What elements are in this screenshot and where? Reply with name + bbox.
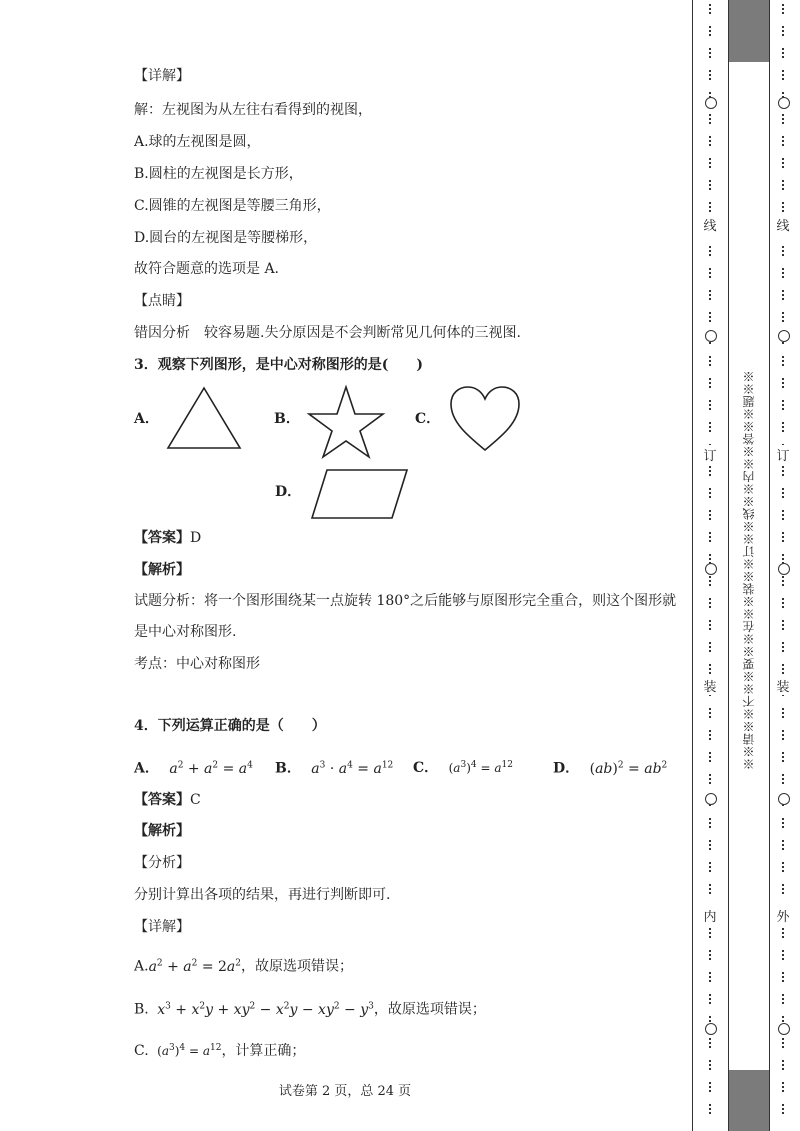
binding-label-wai: 外 [775, 906, 791, 925]
binding-circle [778, 97, 790, 109]
dot-mark [709, 730, 713, 740]
solution-line: 解：左视图为从左往右看得到的视图， [134, 102, 372, 118]
triangle-shape [165, 385, 243, 451]
dot-mark [782, 862, 786, 872]
binding-label-xian: 线 [702, 215, 718, 234]
dot-mark [709, 664, 713, 674]
solution-line: B.圆柱的左视图是长方形， [134, 166, 303, 182]
formula-c: $(a^3)^4 = a^{12}$ [448, 760, 513, 775]
dot-mark [709, 246, 713, 256]
dot-mark [782, 620, 786, 630]
q4-option-a [134, 755, 253, 779]
dot-mark [709, 642, 713, 652]
formula-a: $a^2 + a^2 = a^4$ [169, 760, 253, 777]
dot-mark [782, 290, 786, 300]
dot-mark [782, 928, 786, 938]
page-footer: 试卷第 2 页，总 24 页 [278, 1084, 412, 1099]
binding-circle [705, 1023, 717, 1035]
detail-b-text: ，故原选项错误； [373, 1001, 486, 1018]
dot-mark [782, 664, 786, 674]
grey-block-bottom [729, 1070, 769, 1131]
analysis-text: 是中心对称图形. [134, 624, 237, 640]
dot-mark [709, 466, 713, 476]
analysis-heading: 【解析】 [134, 823, 190, 839]
dot-mark [709, 510, 713, 520]
question-3-text: 3．观察下列图形，是中心对称图形的是( ) [134, 357, 423, 373]
dot-mark [782, 752, 786, 762]
dot-mark [782, 422, 786, 432]
dot-mark [709, 840, 713, 850]
star-shape [306, 384, 386, 460]
comment-heading: 【点睛】 [134, 293, 190, 309]
option-c-label: C． [413, 760, 439, 776]
detail-c-text: ，计算正确； [221, 1043, 306, 1059]
answer-heading: 【答案】 [134, 530, 190, 546]
dot-mark [709, 774, 713, 784]
detail-a-formula: $a^2 + a^2 = 2a^2$ [148, 958, 242, 975]
dot-mark [709, 378, 713, 388]
dot-mark [782, 1104, 786, 1114]
fenxi-heading: 【分析】 [134, 855, 190, 871]
dot-mark [709, 532, 713, 542]
detail-line-c [134, 1038, 305, 1061]
dot-mark [709, 48, 713, 58]
dot-mark [709, 708, 713, 718]
dot-mark [709, 972, 713, 982]
dot-mark [709, 576, 713, 586]
binding-label-nei: 内 [702, 906, 718, 925]
dot-mark [782, 642, 786, 652]
detail-heading: 【详解】 [134, 919, 190, 935]
binding-label-xian-outer: 线 [775, 215, 791, 234]
dot-mark [709, 994, 713, 1004]
detail-a-text: ，故原选项错误； [241, 958, 354, 975]
dot-mark [782, 1060, 786, 1070]
binding-label-ding: 订 [702, 445, 718, 464]
dot-mark [782, 488, 786, 498]
grey-block-top [729, 0, 769, 62]
option-b-label: B． [275, 760, 301, 777]
answer-line [134, 528, 201, 548]
dot-mark [782, 576, 786, 586]
detail-b-label: B. [134, 1001, 149, 1018]
dot-mark [709, 752, 713, 762]
dot-mark [782, 730, 786, 740]
inner-border-line [728, 0, 729, 1131]
option-a-label: A． [134, 760, 159, 777]
dot-mark [709, 158, 713, 168]
dot-mark [782, 1038, 786, 1048]
answer-value: D [190, 530, 202, 546]
detail-c-formula: $(a^3)^4 = a^{12}$ [157, 1043, 222, 1058]
dot-mark [782, 972, 786, 982]
q4-option-d [553, 755, 667, 779]
dot-mark [709, 400, 713, 410]
dot-mark [709, 114, 713, 124]
dot-mark [782, 114, 786, 124]
dot-mark [782, 840, 786, 850]
analysis-text: 试题分析：将一个图形围绕某一点旋转 180°之后能够与原图形完全重合，则这个图形就 [134, 593, 677, 609]
dot-mark [782, 136, 786, 146]
dot-mark [709, 1104, 713, 1114]
formula-d: $(ab)^2 = ab^2$ [589, 760, 668, 777]
answer-line [134, 790, 201, 810]
margin-border-line [692, 0, 693, 1131]
dot-mark [782, 246, 786, 256]
dot-mark [782, 48, 786, 58]
detail-heading: 【详解】 [134, 68, 190, 84]
detail-line-a [134, 953, 353, 977]
dot-mark [709, 70, 713, 80]
binding-warning [733, 335, 763, 805]
dot-mark [782, 378, 786, 388]
dot-mark [782, 180, 786, 190]
binding-circle [705, 793, 717, 805]
dot-mark [709, 422, 713, 432]
heart-shape [448, 384, 522, 454]
dot-mark [709, 290, 713, 300]
dot-mark [782, 202, 786, 212]
answer-heading: 【答案】 [134, 792, 190, 808]
detail-c-label: C. [134, 1043, 149, 1059]
binding-circle [778, 1023, 790, 1035]
dot-mark [709, 180, 713, 190]
dot-mark [709, 26, 713, 36]
dot-mark [782, 950, 786, 960]
dot-mark [709, 620, 713, 630]
outer-border-line [769, 0, 770, 1131]
q4-option-b [275, 755, 393, 779]
detail-line-b [134, 996, 486, 1020]
solution-line: A.球的左视图是圆， [134, 134, 261, 150]
dot-mark [709, 1038, 713, 1048]
detail-b-formula: $x^3 + x^2y + xy^2 - x^2y - xy^2 - y^3$ [157, 1001, 374, 1018]
parallelogram-shape [310, 467, 410, 521]
binding-circle [705, 97, 717, 109]
option-b-label: B． [274, 411, 300, 427]
dot-mark [782, 4, 786, 14]
dot-mark [782, 1082, 786, 1092]
dot-mark [709, 202, 713, 212]
fenxi-text: 分别计算出各项的结果，再进行判断即可. [134, 887, 391, 903]
dot-mark [709, 356, 713, 366]
solution-line: 故符合题意的选项是 A. [134, 261, 280, 277]
dot-mark [709, 488, 713, 498]
question-4-text: 4．下列运算正确的是（ ） [134, 718, 326, 734]
binding-label-ding-outer: 订 [775, 445, 791, 464]
dot-mark [709, 950, 713, 960]
binding-circle [778, 793, 790, 805]
option-a-label: A． [134, 411, 159, 427]
formula-b: $a^3 \cdot a^4 = a^{12}$ [311, 760, 394, 777]
dot-mark [709, 928, 713, 938]
binding-label-zhuang: 装 [702, 676, 718, 695]
detail-a-label: A. [134, 958, 149, 975]
dot-mark [709, 312, 713, 322]
answer-value: C [190, 792, 201, 808]
dot-mark [782, 818, 786, 828]
dot-mark [782, 532, 786, 542]
dot-mark [782, 510, 786, 520]
binding-warning-text: ※※请※※不※※要※※在※※装※※订※※线※※内※※答※※题※※ [741, 370, 756, 770]
dot-mark [709, 136, 713, 146]
dot-mark [782, 400, 786, 410]
option-d-label: D． [553, 760, 580, 777]
comment-text: 错因分析 较容易题.失分原因是不会判断常见几何体的三视图. [134, 325, 521, 341]
binding-circle [778, 563, 790, 575]
dot-mark [782, 708, 786, 718]
dot-mark [782, 70, 786, 80]
dot-mark [709, 598, 713, 608]
dot-mark [709, 818, 713, 828]
dot-mark [782, 884, 786, 894]
option-c-label: C． [415, 411, 441, 427]
dot-mark [709, 4, 713, 14]
analysis-heading: 【解析】 [134, 562, 190, 578]
binding-label-zhuang-outer: 装 [775, 676, 791, 695]
dot-mark [782, 994, 786, 1004]
binding-circle [705, 563, 717, 575]
dot-mark [782, 466, 786, 476]
dot-mark [709, 1082, 713, 1092]
option-d-label: D． [275, 484, 302, 500]
solution-line: C.圆锥的左视图是等腰三角形， [134, 198, 331, 214]
dot-mark [709, 862, 713, 872]
dot-mark [709, 884, 713, 894]
dot-mark [709, 268, 713, 278]
dot-mark [782, 26, 786, 36]
dot-mark [782, 268, 786, 278]
binding-circle [778, 330, 790, 342]
q4-option-c [413, 755, 513, 778]
solution-line: D.圆台的左视图是等腰梯形， [134, 230, 318, 246]
dot-mark [709, 1060, 713, 1070]
dot-mark [782, 158, 786, 168]
dot-mark [782, 774, 786, 784]
knowledge-point: 考点：中心对称图形 [134, 656, 260, 672]
dot-mark [782, 598, 786, 608]
dot-mark [782, 356, 786, 366]
dot-mark [782, 312, 786, 322]
binding-circle [705, 330, 717, 342]
